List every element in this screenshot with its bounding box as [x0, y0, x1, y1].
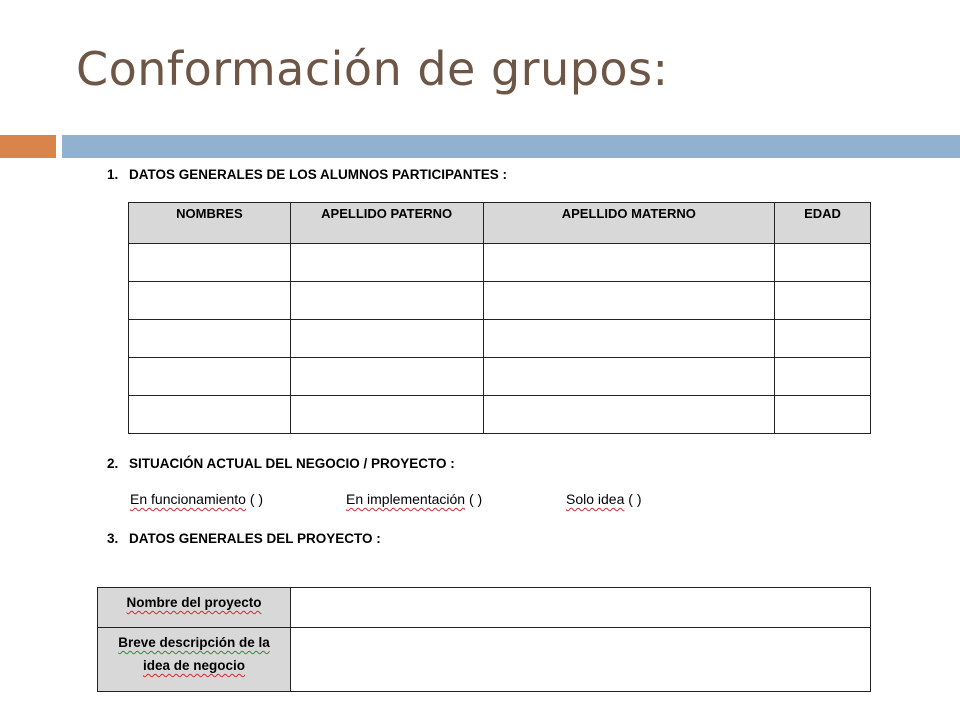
option-label: En implementación: [346, 491, 466, 507]
label-text-line-2: idea de negocio: [142, 658, 246, 673]
cell-edad[interactable]: [775, 320, 871, 358]
field-nombre-del-proyecto[interactable]: [291, 588, 871, 628]
section-1-text: DATOS GENERALES DE LOS ALUMNOS PARTICIPANTES :: [129, 167, 508, 182]
label-breve-descripcion: [98, 628, 291, 692]
cell-edad[interactable]: [775, 358, 871, 396]
cell-apellido-materno[interactable]: [483, 244, 775, 282]
cell-apellido-paterno[interactable]: [290, 282, 483, 320]
project-table: [97, 587, 871, 692]
section-2-number: 2.: [107, 456, 119, 471]
option-checkbox-mark: ( ): [628, 491, 642, 507]
cell-apellido-paterno[interactable]: [290, 320, 483, 358]
cell-apellido-materno[interactable]: [483, 320, 775, 358]
col-header-edad: EDAD: [775, 203, 871, 244]
section-2-text: SITUACIÓN ACTUAL DEL NEGOCIO / PROYECTO :: [129, 456, 455, 471]
cell-nombres[interactable]: [129, 320, 291, 358]
cell-apellido-materno[interactable]: [483, 358, 775, 396]
option-en-implementacion[interactable]: [346, 491, 482, 507]
students-table: [128, 202, 871, 434]
field-breve-descripcion[interactable]: [291, 628, 871, 692]
cell-apellido-materno[interactable]: [483, 282, 775, 320]
option-checkbox-mark: ( ): [249, 491, 264, 507]
students-header-row: [129, 203, 871, 244]
label-text-line-1: Breve descripción de la: [118, 635, 270, 650]
option-checkbox-mark: ( ): [468, 491, 483, 507]
label-text: Nombre del proyecto: [126, 595, 262, 610]
section-3-number: 3.: [107, 531, 119, 546]
cell-nombres[interactable]: [129, 358, 291, 396]
section-2-heading: [107, 456, 455, 471]
cell-edad[interactable]: [775, 244, 871, 282]
label-nombre-del-proyecto: [98, 588, 291, 628]
table-row: [129, 320, 871, 358]
option-label: En funcionamiento: [130, 491, 246, 507]
cell-edad[interactable]: [775, 396, 871, 434]
accent-bar-orange: [0, 135, 56, 158]
cell-nombres[interactable]: [129, 244, 291, 282]
col-header-apellido-materno: APELLIDO MATERNO: [483, 203, 775, 244]
section-1-number: 1.: [107, 167, 119, 182]
cell-apellido-materno[interactable]: [483, 396, 775, 434]
cell-edad[interactable]: [775, 282, 871, 320]
slide-title: Conformación de grupos:: [76, 42, 669, 96]
cell-nombres[interactable]: [129, 396, 291, 434]
section-1-heading: [107, 167, 507, 182]
table-row: [129, 282, 871, 320]
cell-apellido-paterno[interactable]: [290, 358, 483, 396]
cell-nombres[interactable]: [129, 282, 291, 320]
option-label: Solo idea: [566, 491, 625, 507]
option-en-funcionamiento[interactable]: [130, 491, 263, 507]
option-solo-idea[interactable]: [566, 491, 642, 507]
section-3-text: DATOS GENERALES DEL PROYECTO :: [129, 531, 381, 546]
col-header-apellido-paterno: APELLIDO PATERNO: [290, 203, 483, 244]
cell-apellido-paterno[interactable]: [290, 244, 483, 282]
project-row-description: [98, 628, 871, 692]
table-row: [129, 244, 871, 282]
accent-bar-blue: [62, 135, 960, 158]
section-3-heading: [107, 531, 381, 546]
table-row: [129, 396, 871, 434]
cell-apellido-paterno[interactable]: [290, 396, 483, 434]
table-row: [129, 358, 871, 396]
col-header-nombres: NOMBRES: [129, 203, 291, 244]
project-row-name: [98, 588, 871, 628]
